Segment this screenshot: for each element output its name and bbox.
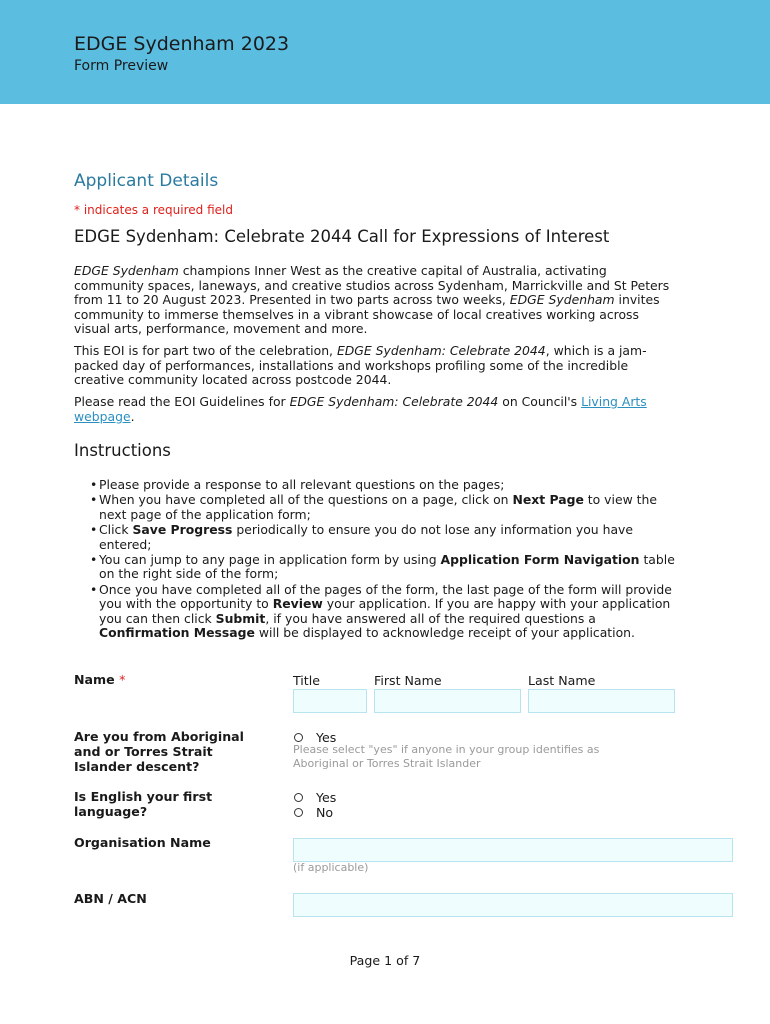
name-label: Name * (74, 672, 126, 687)
english-yes-radio[interactable] (294, 793, 303, 802)
abn-acn-label: ABN / ACN (74, 891, 147, 906)
english-yes-label: Yes (316, 790, 337, 805)
instructions-list (90, 478, 680, 642)
first-name-input[interactable] (374, 689, 521, 713)
page-header (0, 0, 770, 104)
instruction-item: • You can jump to any page in application form by using Application Form Navigation table on the right side of the form; (90, 553, 680, 582)
title-input[interactable] (293, 689, 367, 713)
instruction-item: • When you have completed all of the questions on a page, click on Next Page to view the next page of the application form; (90, 493, 680, 522)
page-indicator: Page 1 of 7 (349, 953, 421, 968)
english-question-label: Is English your first language? (74, 789, 213, 819)
form-title: EDGE Sydenham 2023 (74, 33, 290, 55)
intro-paragraph-1: EDGE Sydenham champions Inner West as the creative capital of Australia, activating community spaces, laneways, and creative studios across Sydenham, Marrickville and St Peters from 11 to 20 August 2023. Presented in two parts across two weeks, EDGE Sydenham invites community to immerse themselves in a vibrant showcase of local creatives working across visual arts, performance, movement and more. (74, 263, 670, 337)
english-no-label: No (316, 805, 334, 820)
first-name-label: First Name (374, 673, 442, 688)
aboriginal-question-label: Are you from Aboriginal and or Torres Strait Islander descent? (74, 729, 244, 774)
organisation-hint: (if applicable) (293, 861, 369, 874)
last-name-label: Last Name (528, 673, 596, 688)
english-yes-option[interactable] (293, 790, 336, 805)
section-title: Applicant Details (74, 171, 219, 191)
intro-paragraph-2: This EOI is for part two of the celebration, EDGE Sydenham: Celebrate 2044, which is a jam-packed day of performances, installations and workshops profiling some of the incredible creative community located across postcode 2044. (74, 343, 647, 388)
title-label: Title (293, 673, 320, 688)
english-no-radio[interactable] (294, 808, 303, 817)
instruction-item: • Click Save Progress periodically to ensure you do not lose any information you have entered; (90, 523, 680, 552)
form-subtitle: Form Preview (74, 58, 169, 74)
organisation-name-label: Organisation Name (74, 835, 211, 850)
required-field-note: * indicates a required field (74, 203, 233, 217)
required-asterisk: * (119, 672, 126, 687)
english-no-option[interactable] (293, 805, 333, 820)
instructions-heading: Instructions (74, 441, 171, 460)
organisation-name-input[interactable] (293, 838, 733, 862)
intro-paragraph-3: Please read the EOI Guidelines for EDGE Sydenham: Celebrate 2044 on Council's Living Arts webpage. (74, 394, 647, 424)
instruction-item: • Please provide a response to all relevant questions on the pages; (90, 478, 680, 493)
living-arts-link[interactable]: Living Arts webpage (74, 394, 647, 424)
instruction-item: • Once you have completed all of the pages of the form, the last page of the form will provide you with the opportunity to Review your application. If you are happy with your application you can then click Submit, if you have answered all of the required questions a Confirmation Message will be displayed to acknowledge receipt of your application. (90, 583, 680, 641)
aboriginal-hint: Please select "yes" if anyone in your group identifies as Aboriginal or Torres Strait Islander (293, 743, 600, 771)
aboriginal-yes-radio[interactable] (294, 733, 303, 742)
last-name-input[interactable] (528, 689, 675, 713)
aboriginal-yes-label: Yes (316, 730, 337, 745)
page-heading: EDGE Sydenham: Celebrate 2044 Call for Expressions of Interest (74, 227, 610, 246)
abn-acn-input[interactable] (293, 893, 733, 917)
